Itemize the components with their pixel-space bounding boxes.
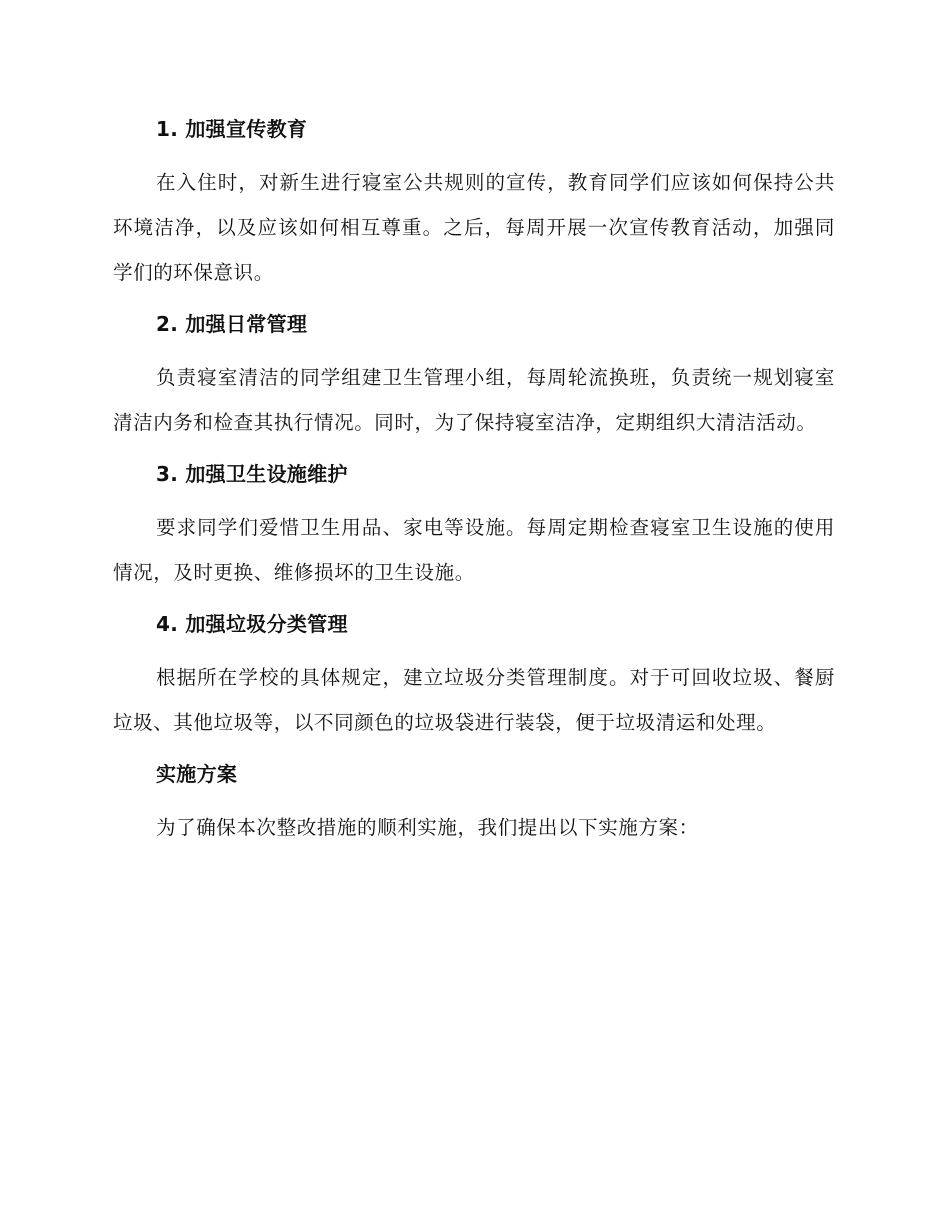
section-paragraph-publicity: 在入住时，对新生进行寝室公共规则的宣传，教育同学们应该如何保持公共环境洁净，以及应该如何相互尊重。之后，每周开展一次宣传教育活动，加强同学们的环保意识。: [113, 171, 835, 284]
section-heading-implementation-plan: 实施方案: [156, 762, 238, 786]
section-heading-waste-sorting: 4. 加强垃圾分类管理: [156, 612, 348, 636]
section-heading-daily-management: 2. 加强日常管理: [156, 312, 308, 336]
section-paragraph-implementation-plan: 为了确保本次整改措施的顺利实施，我们提出以下实施方案：: [156, 816, 699, 839]
section-heading-publicity: 1. 加强宣传教育: [156, 117, 308, 141]
document-body: [113, 112, 835, 862]
section-paragraph-daily-management: 负责寝室清洁的同学组建卫生管理小组，每周轮流换班，负责统一规划寝室清洁内务和检查其执行情况。同时，为了保持寝室洁净，定期组织大清洁活动。: [113, 366, 835, 434]
section-paragraph-facility-maintenance: 要求同学们爱惜卫生用品、家电等设施。每周定期检查寝室卫生设施的使用情况，及时更换、维修损坏的卫生设施。: [113, 516, 835, 584]
section-heading-facility-maintenance: 3. 加强卫生设施维护: [156, 462, 348, 486]
section-paragraph-waste-sorting: 根据所在学校的具体规定，建立垃圾分类管理制度。对于可回收垃圾、餐厨垃圾、其他垃圾等，以不同颜色的垃圾袋进行装袋，便于垃圾清运和处理。: [113, 666, 835, 734]
